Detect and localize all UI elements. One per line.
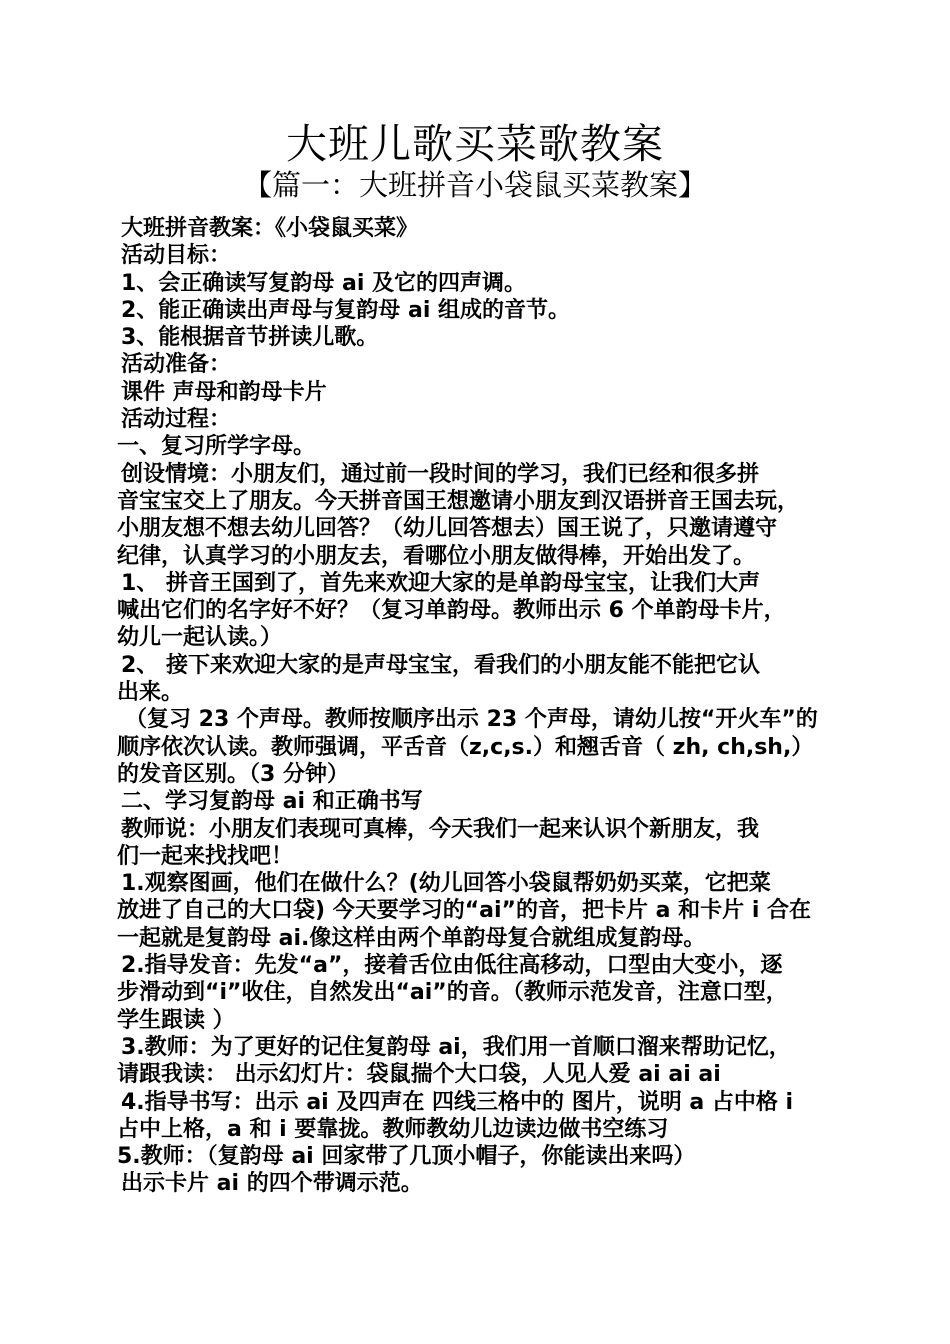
text-line: 1、会正确读写复韵母 ai 及它的四声调。 [121, 270, 527, 296]
text-line: 3、能根据音节拼读儿歌。 [121, 325, 379, 351]
text-line: 2、 接下来欢迎大家的是声母宝宝，看我们的小朋友能不能把它认 [121, 652, 760, 678]
text-line: 活动目标： [121, 243, 232, 269]
text-line: 步滑动到“i”收住，自然发出“ai”的音。（教师示范发音，注意口型， [117, 980, 788, 1006]
text-line: 纪律，认真学习的小朋友去，看哪位小朋友做得棒，开始出发了。 [117, 543, 756, 569]
document-title: 大班儿歌买菜歌教案 [286, 120, 664, 168]
text-line: 4.指导书写：出示 ai 及四声在 四线三格中的 图片，说明 a 占中格 i [121, 1089, 794, 1115]
text-line: 1、 拼音王国到了，首先来欢迎大家的是单韵母宝宝，让我们大声 [121, 570, 760, 596]
text-line: 3.教师：为了更好的记住复韵母 ai，我们用一首顺口溜来帮助记忆， [121, 1034, 791, 1060]
text-line: 放进了自己的大口袋) 今天要学习的“ai”的音，把卡片 a 和卡片 i 合在 [117, 898, 812, 924]
text-line: 幼儿一起认读。） [117, 625, 283, 651]
text-line: 创设情境：小朋友们，通过前一段时间的学习，我们已经和很多拼 [121, 461, 760, 487]
document-body [117, 215, 835, 1198]
text-line: 5.教师：（复韵母 ai 回家带了几顶小帽子，你能读出来吗） [117, 1144, 696, 1170]
text-line: （复习 23 个声母。教师按顺序出示 23 个声母，请幼儿按“开火车”的 [125, 707, 818, 733]
text-line: 学生跟读 ） [117, 1007, 235, 1033]
text-line: 们一起来找找吧！ [117, 843, 294, 869]
text-line: 音宝宝交上了朋友。今天拼音国王想邀请小朋友到汉语拼音王国去玩， [117, 488, 800, 514]
text-line: 一、复习所学字母。 [117, 434, 316, 460]
text-line: 课件 声母和韵母卡片 [121, 379, 327, 405]
text-line: 出示卡片 ai 的四个带调示范。 [121, 1171, 423, 1197]
text-line: 一起就是复韵母 ai.像这样由两个单韵母复合就组成复韵母。 [117, 925, 706, 951]
text-line: 出来。 [117, 680, 184, 706]
text-line: 教师说：小朋友们表现可真棒，今天我们一起来认识个新朋友，我 [121, 816, 760, 842]
text-line: 请跟我读： 出示幻灯片：袋鼠揣个大口袋，人见人爱 ai ai ai [117, 1062, 721, 1088]
text-line: 大班拼音教案：《小袋鼠买菜》 [121, 216, 419, 241]
document-subtitle: 【篇一：大班拼音小袋鼠买菜教案】 [242, 168, 707, 202]
text-line: 2.指导发音：先发“a”，接着舌位由低往高移动，口型由大变小，逐 [121, 953, 783, 979]
text-line: 活动过程： [121, 407, 232, 433]
text-line: 喊出它们的名字好不好？（复习单韵母。教师出示 6 个单韵母卡片， [117, 598, 786, 624]
text-line: 活动准备： [121, 352, 232, 378]
text-line: 占中上格，a 和 i 要靠拢。教师教幼儿边读边做书空练习 [117, 1116, 669, 1142]
text-line: 1.观察图画，他们在做什么？(幼儿回答小袋鼠帮奶奶买菜，它把菜 [121, 871, 771, 897]
text-line: 2、能正确读出声母与复韵母 ai 组成的音节。 [121, 297, 571, 323]
text-line: 的发音区别。（3 分钟） [117, 761, 349, 787]
text-line: 小朋友想不想去幼儿回答？（幼儿回答想去）国王说了，只邀请遵守 [117, 516, 778, 542]
text-line: 顺序依次认读。教师强调，平舌音（z,c,s.）和翘舌音（ zh, ch,sh,） [117, 734, 814, 760]
text-line: 二、学习复韵母 ai 和正确书写 [121, 789, 423, 815]
